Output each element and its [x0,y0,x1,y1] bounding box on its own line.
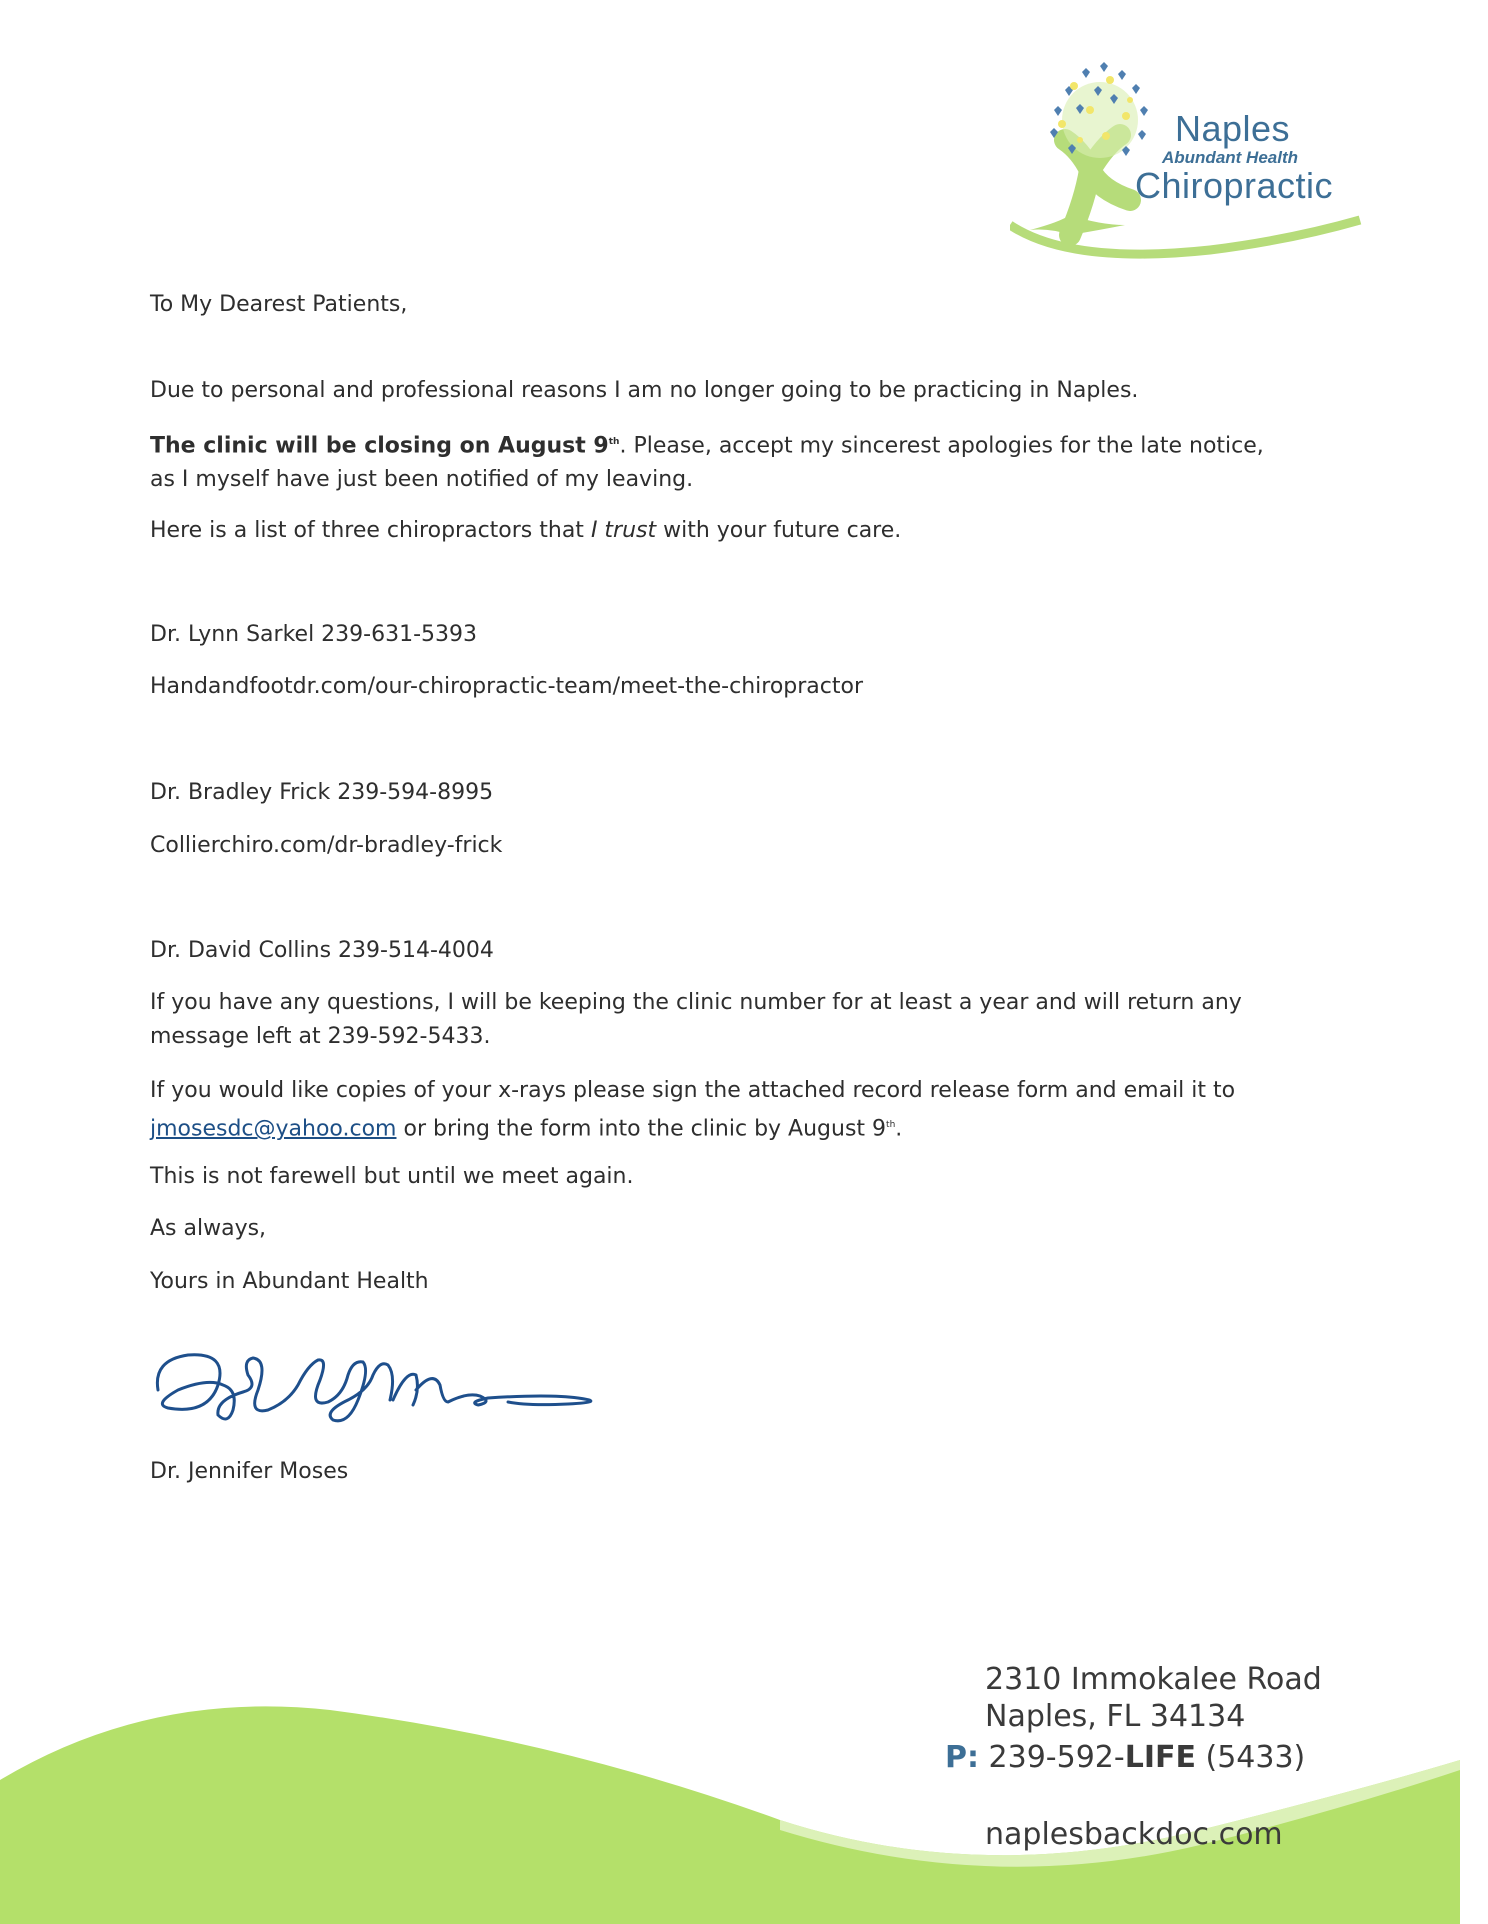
footer-website[interactable]: naplesbackdoc.com [985,1817,1283,1852]
phone-number-bold: LIFE [1124,1740,1196,1775]
list-intro-post: with your future care. [656,518,902,543]
footer-phone [945,1738,1305,1778]
xrays-text-post: or bring the form into the clinic by August 9 [396,1116,887,1142]
paragraph-closing-notice [150,425,1270,497]
phone-label: P: [945,1740,979,1775]
list-intro-italic: I trust [590,518,657,543]
doctor-3-line: Dr. David Collins 239-514-4004 [150,938,494,963]
footer-address-line1: 2310 Immokalee Road [985,1662,1322,1697]
paragraph-farewell: This is not farewell but until we meet again. [150,1164,634,1189]
closing-as-always: As always, [150,1216,267,1241]
list-intro-pre: Here is a list of three chiropractors that [150,518,591,543]
phone-number: 239-592- [988,1740,1125,1775]
logo-naples-text: Naples [1175,108,1291,149]
doctor-2-line: Dr. Bradley Frick 239-594-8995 [150,780,494,805]
signature-name: Dr. Jennifer Moses [150,1459,349,1484]
email-link[interactable]: jmosesdc@yahoo.com [150,1116,397,1142]
doctor-1-url[interactable]: Handandfootdr.com/our-chiropractic-team/meet-the-chiropractor [150,674,863,699]
phone-number-tail: (5433) [1195,1740,1306,1775]
closing-notice-rest: . Please, accept my sincerest apologies for the late notice, as I myself have just been notified of my leaving. [150,433,1264,493]
paragraph-reason: Due to personal and professional reasons I am no longer going to be practicing in Naples. [150,378,1139,403]
handwritten-signature [148,1330,618,1430]
logo-abundant-health-text: Abundant Health [1162,148,1298,167]
footer-address-line2: Naples, FL 34134 [985,1699,1246,1734]
closing-date-sup: th [608,437,620,447]
paragraph-questions: If you have any questions, I will be keeping the clinic number for at least a year and will return any message left at 239-592-5433. [150,990,1242,1049]
logo-chiropractic-text: Chiropractic [1135,165,1334,206]
closing-date-bold: The clinic will be closing on August 9 [150,433,609,459]
xrays-text-pre: If you would like copies of your x-rays please sign the attached record release form and email it to [150,1078,1236,1103]
xrays-date-sup: th [886,1120,896,1130]
paragraph-list-intro [150,514,1270,548]
doctor-2-url[interactable]: Collierchiro.com/dr-bradley-frick [150,833,503,858]
salutation: To My Dearest Patients, [150,292,408,317]
doctor-1-line: Dr. Lynn Sarkel 239-631-5393 [150,622,478,647]
paragraph-xrays [150,1074,1270,1146]
closing-yours: Yours in Abundant Health [150,1269,429,1294]
xrays-text-end: . [895,1116,903,1142]
